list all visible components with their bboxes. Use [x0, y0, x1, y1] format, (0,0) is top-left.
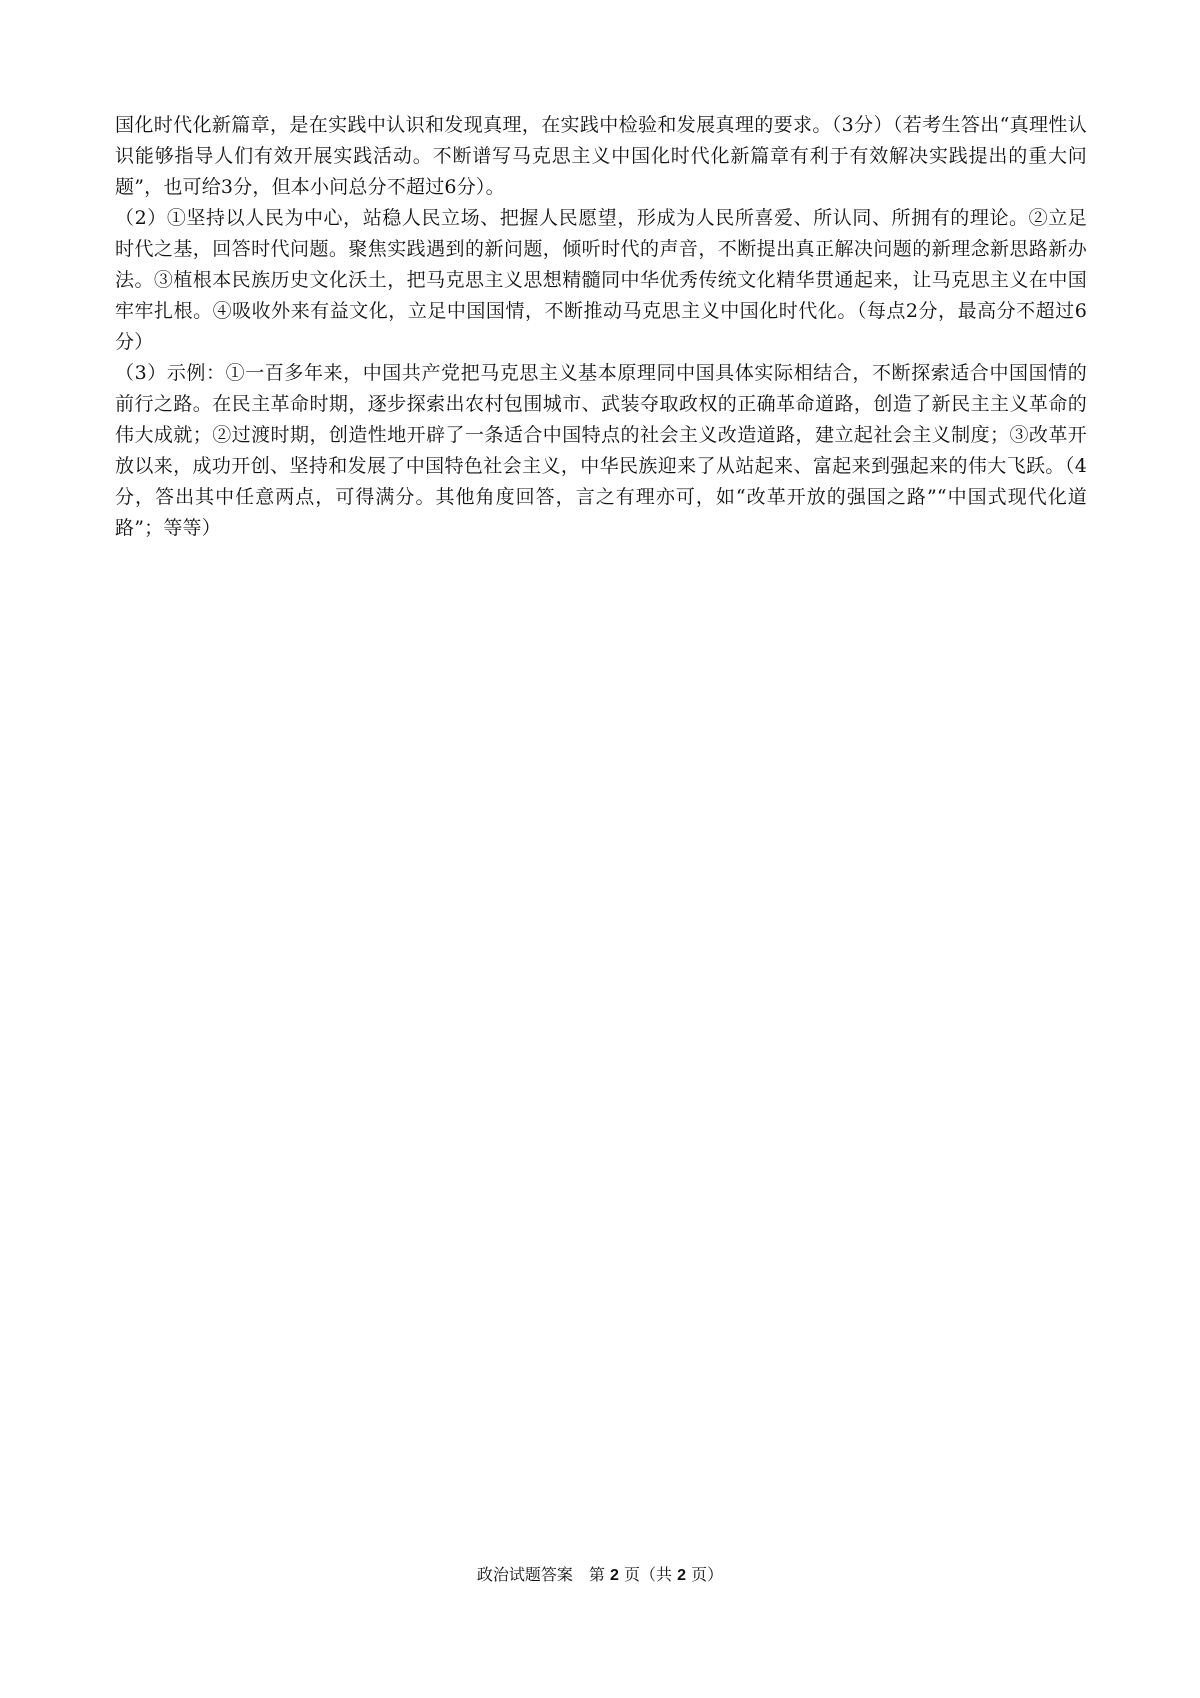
footer-page-number: 2 — [609, 1567, 619, 1584]
answer-content — [115, 110, 1087, 544]
page-footer — [0, 1563, 1200, 1588]
answer-paragraph-1: 国化时代化新篇章，是在实践中认识和发现真理，在实践中检验和发展真理的要求。（3分）（若考生答出“真理性认识能够指导人们有效开展实践活动。不断谱写马克思主义中国化时代化新篇章有利于有效解决实践提出的重大问题”，也可给3分，但本小问总分不超过6分）。 — [115, 114, 1087, 198]
footer-middle: 页（共 — [623, 1565, 672, 1584]
footer-total-pages: 2 — [677, 1567, 686, 1584]
footer-suffix: 页） — [691, 1565, 724, 1584]
answer-paragraph-3: （3）示例：①一百多年来，中国共产党把马克思主义基本原理同中国具体实际相结合，不断探索适合中国国情的前行之路。在民主革命时期，逐步探索出农村包围城市、武装夺取政权的正确革命道路，创造了新民主主义革命的伟大成就；②过渡时期，创造性地开辟了一条适合中国特点的社会主义改造道路，建立起社会主义制度；③改革开放以来，成功开创、坚持和发展了中国特色社会主义，中华民族迎来了从站起来、富起来到强起来的伟大飞跃。（4分，答出其中任意两点，可得满分。其他角度回答，言之有理亦可，如“改革开放的强国之路”“中国式现代化道路”；等等） — [115, 362, 1087, 539]
footer-prefix: 政治试题答案 第 — [476, 1565, 605, 1584]
answer-paragraph-2: （2）①坚持以人民为中心，站稳人民立场、把握人民愿望，形成为人民所喜爱、所认同、所拥有的理论。②立足时代之基，回答时代问题。聚焦实践遇到的新问题，倾听时代的声音，不断提出真正解决问题的新理念新思路新办法。③植根本民族历史文化沃土，把马克思主义思想精髓同中华优秀传统文化精华贯通起来，让马克思主义在中国牢牢扎根。④吸收外来有益文化，立足中国国情，不断推动马克思主义中国化时代化。（每点2分，最高分不超过6分） — [115, 207, 1087, 353]
